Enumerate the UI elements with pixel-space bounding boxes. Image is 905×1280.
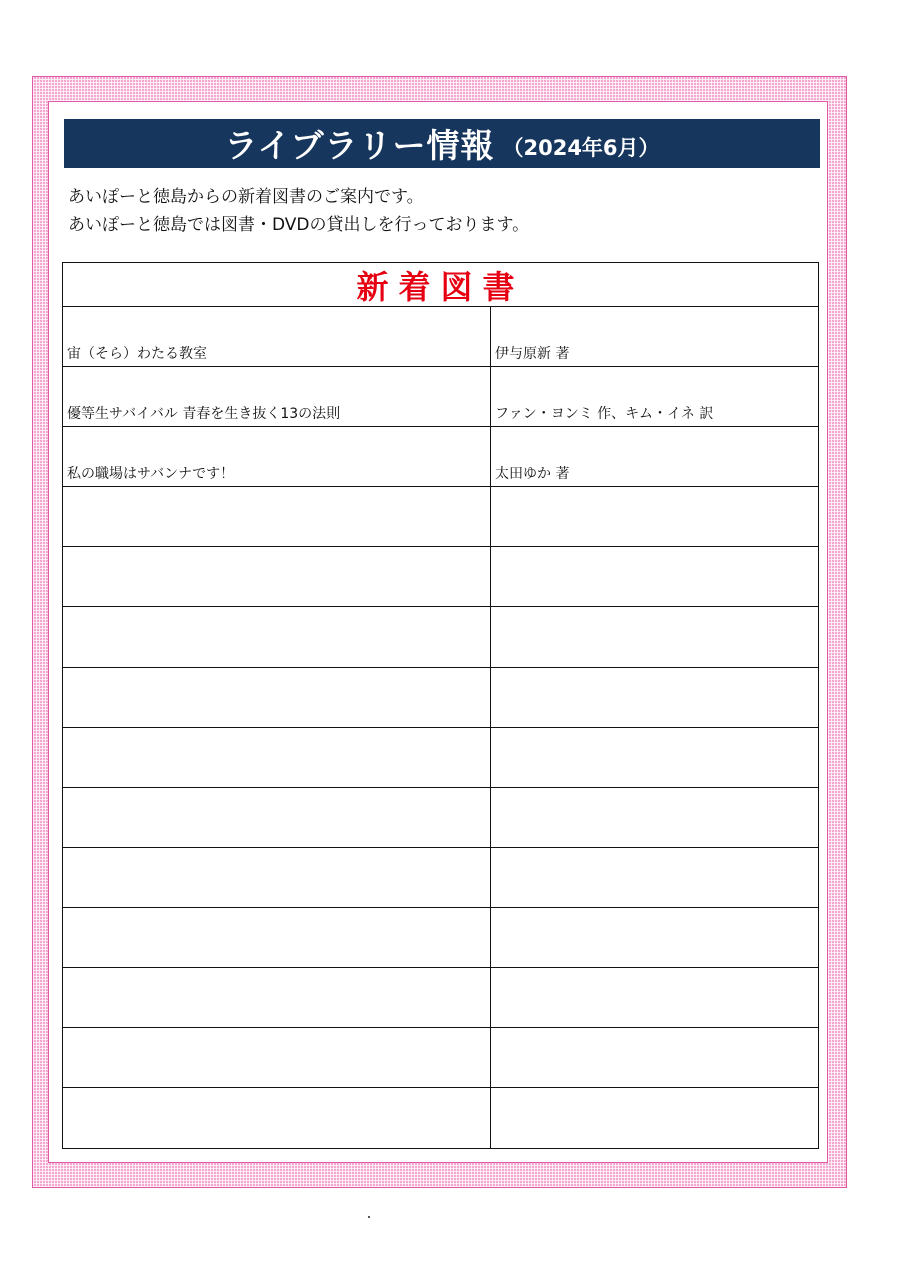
book-author-cell	[491, 487, 818, 546]
book-author-cell	[491, 908, 818, 967]
book-title-cell	[63, 1088, 491, 1148]
book-author-cell	[491, 728, 818, 787]
book-author-cell	[491, 1088, 818, 1148]
table-row	[63, 367, 818, 427]
book-title-cell	[63, 848, 491, 907]
book-title-cell	[63, 547, 491, 606]
table-row	[63, 487, 818, 547]
intro-line-2: あいぽーと徳島では図書・DVDの貸出しを行っております。	[68, 215, 530, 235]
table-row	[63, 968, 818, 1028]
table-row	[63, 1088, 818, 1148]
new-books-table	[62, 262, 819, 1149]
book-title-cell	[63, 1028, 491, 1087]
book-author-cell	[491, 848, 818, 907]
book-author-cell: 太田ゆか 著	[495, 466, 570, 483]
book-title-cell: 優等生サバイバル 青春を生き抜く13の法則	[63, 367, 491, 426]
page-title: ライブラリー情報	[224, 126, 495, 165]
book-title-cell	[63, 668, 491, 727]
table-row	[63, 307, 818, 367]
book-author-cell	[491, 1028, 818, 1087]
book-title-cell: 私の職場はサバンナです！	[63, 427, 491, 486]
table-body	[63, 307, 818, 1148]
book-author-cell	[491, 968, 818, 1027]
title-banner	[64, 119, 820, 168]
table-row	[63, 848, 818, 908]
book-author-cell: 伊与原新 著	[495, 346, 570, 363]
book-author-cell	[491, 547, 818, 606]
table-heading: 新着図書	[63, 263, 818, 307]
table-row	[63, 908, 818, 968]
book-title-cell	[63, 487, 491, 546]
table-row	[63, 427, 818, 487]
book-author-cell	[491, 668, 818, 727]
book-title-cell: 宙（そら）わたる教室	[63, 307, 491, 366]
table-row	[63, 668, 818, 728]
page-subtitle: （2024年6月）	[502, 135, 660, 160]
book-title-cell	[63, 908, 491, 967]
table-row	[63, 728, 818, 788]
book-author-cell	[491, 788, 818, 847]
table-row	[63, 607, 818, 667]
book-author-cell	[491, 607, 818, 666]
book-title-cell	[63, 728, 491, 787]
intro-text	[68, 183, 808, 239]
book-title-cell	[63, 607, 491, 666]
scan-dot	[368, 1216, 370, 1218]
book-author-cell: ファン・ヨンミ 作、キム・イネ 訳	[495, 406, 714, 423]
book-title-cell	[63, 788, 491, 847]
book-title-cell	[63, 968, 491, 1027]
intro-line-1: あいぽーと徳島からの新着図書のご案内です。	[68, 187, 424, 207]
table-row	[63, 1028, 818, 1088]
table-row	[63, 788, 818, 848]
table-row	[63, 547, 818, 607]
